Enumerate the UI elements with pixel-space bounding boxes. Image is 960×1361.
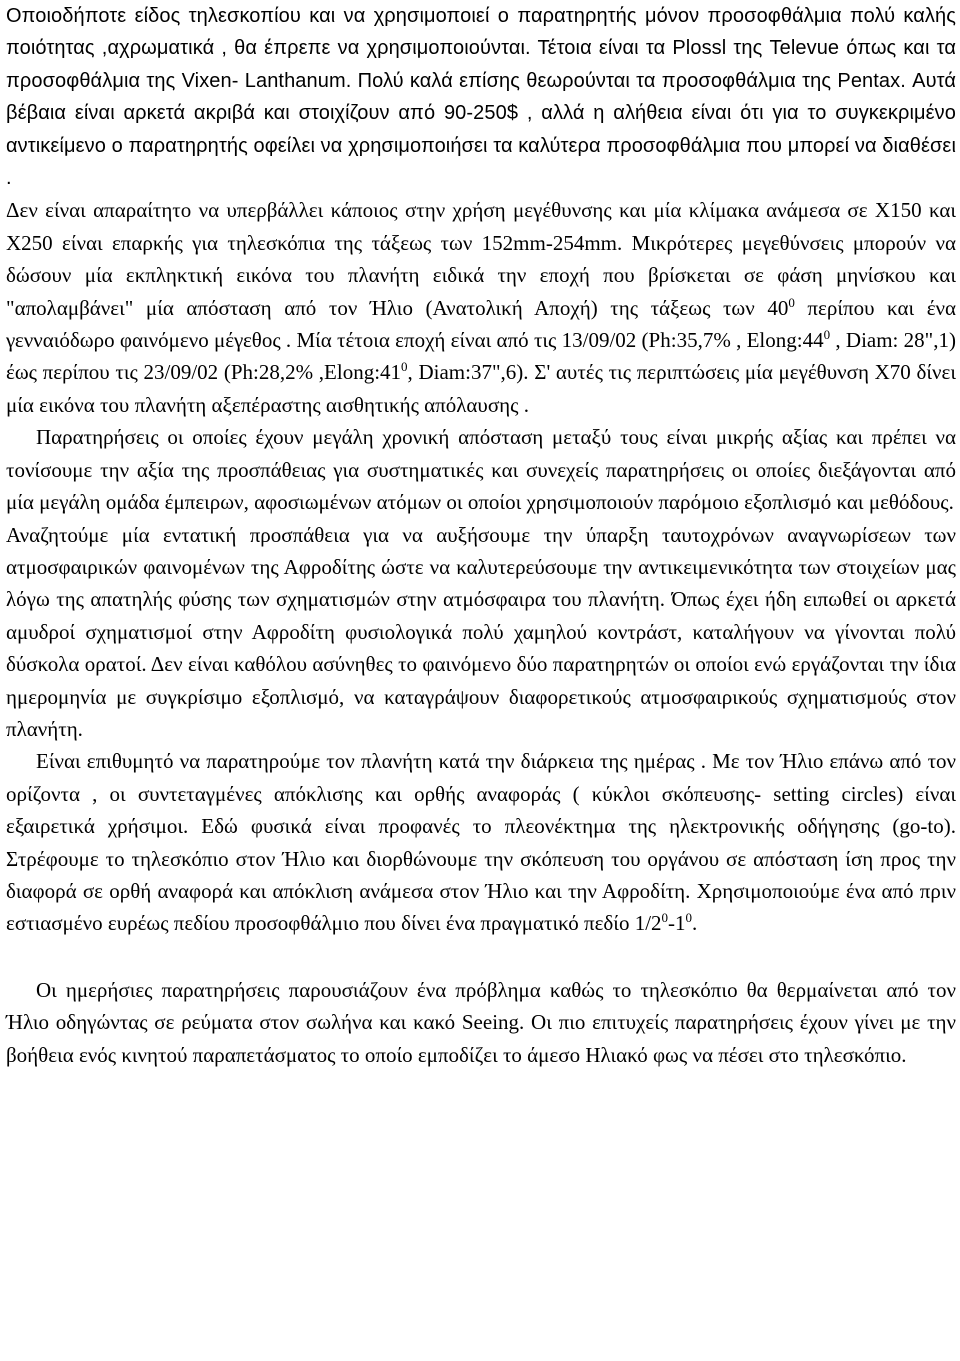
text-systematic-observations: Παρατηρήσεις οι οποίες έχουν μεγάλη χρονική απόσταση μεταξύ τους είναι μικρής αξίας και πρέπει να τονίσουμε την αξία της προσπάθειας για συστηματικές και συνεχείς παρατηρήσεις οι οποίες διεξάγονται από μία μεγάλη ομάδα έμπειρων, αφοσιωμένων ατόμων οι οποίοι χρησιμοποιούν παρόμοιο εξοπλισμό και μεθόδους. (6, 425, 956, 515)
paragraph-gap (6, 940, 956, 974)
text-field-range: -1 (668, 911, 686, 936)
text-daytime-problems: Οι ημερήσιες παρατηρήσεις παρουσιάζουν ένα πρόβλημα καθώς το τηλεσκόπιο θα θερμαίνεται από τον Ήλιο οδηγώντας σε ρεύματα στον σωλήνα και κακό Seeing. Οι πιο επιτυχείς παρατηρήσεις έχουν γίνει με την βοήθεια ενός κινητού παραπετάσματος το οποίο εμποδίζει το άμεσο Ηλιακό φως να πέσει στο τηλεσκόπιο. (6, 977, 956, 1067)
text-x70-magnification: , Diam:37",6). Σ' αυτές τις περιπτώσεις μία μεγέθυνση Χ70 δίνει μία εικόνα του πλανήτη αξεπέραστης αισθητικής απόλαυσης . (6, 360, 956, 417)
paragraph-daytime-observation (6, 745, 956, 939)
paragraph-eyepieces: Οποιοδήποτε είδος τηλεσκοπίου και να χρησιμοποιεί ο παρατηρητής μόνον προσοφθάλμια πολύ καλής ποιότητας ,αχρωματικά , θα έπρεπε να χρησιμοποιούνται. Τέτοια είναι τα Plossl της Televue όπως και τα προσοφθάλμια της Vixen- Lanthanum. Πολύ καλά επίσης θεωρούνται τα προσοφθάλμια της Pentax. Αυτά βέβαια είναι αρκετά ακριβά και στοιχίζουν από 90-250$ , αλλά η αλήθεια είναι ότι για το συγκεκριμένο αντικείμενο ο παρατηρητής οφείλει να χρησιμοποιήσει τα καλύτερα προσοφθάλμια που μπορεί να διαθέσει . (6, 5, 956, 190)
degree-superscript: 0 (823, 327, 831, 343)
degree-superscript: 0 (661, 910, 669, 926)
text-epoch-start: περίπου και ένα γενναιόδωρο φαινόμενο μέγεθος . Μία τέτοια εποχή είναι από τις 13/09/02 (Ph:35,7% , Elong:44 (6, 295, 957, 353)
degree-superscript: 0 (685, 910, 693, 926)
document-page (6, 0, 956, 1071)
paragraph-simultaneous-observations: Αναζητούμε μία εντατική προσπάθεια για να αυξήσουμε την ύπαρξη ταυτοχρόνων αναγνωρίσεων των ατμοσφαιρικών φαινομένων της Αφροδίτης ώστε να καλυτερεύσουμε την αντικειμενικότητα των στοιχείων μας λόγω της απατηλής φύσης των σχηματισμών στην ατμόσφαιρα του πλανήτη. Όπως έχει ήδη ειπωθεί οι αρκετά αμυδροί σχηματισμοί στην Αφροδίτη φυσιολογικά πολύ χαμηλού κοντράστ, καταλήγουν να γίνονται πολύ δύσκολα ορατοί. Δεν είναι καθόλου ασύνηθες το φαινόμενο δύο παρατηρητών οι οποίοι ενώ εργάζονται την ίδια ημερομηνία με συγκρίσιμο εξοπλισμό, να καταγράψουν διαφορετικούς ατμοσφαιρικούς σχηματισμούς στον πλανήτη. (6, 522, 956, 741)
paragraph-magnification (6, 194, 956, 421)
paragraph-systematic-observations (6, 421, 956, 518)
text-magnification-range: Δεν είναι απαραίτητο να υπερβάλλει κάποιος στην χρήση μεγέθυνσης και μία κλίμακα ανάμεσα σε Χ150 και Χ250 είναι επαρκής για τηλεσκόπια της τάξεως των 152mm-254mm. (6, 198, 956, 255)
text-epoch-end: , Diam: 28",1) έως περίπου τις 23/09/02 (Ph:28,2% ,Elong:41 (6, 328, 956, 385)
text-daytime-observation: Είναι επιθυμητό να παρατηρούμε τον πλανήτη κατά την διάρκεια της ημέρας . Με τον Ήλιο επάνω από τον ορίζοντα , οι συντεταγμένες απόκλισης και ορθής αναφοράς ( κύκλοι σκόπευσης- setting circles) είναι εξαιρετικά χρήσιμοι. Εδώ φυσικά είναι προφανές το πλεονέκτημα της ηλεκτρονικής οδήγησης (go-to). Στρέφουμε το τηλεσκόπιο στον Ήλιο και διορθώνουμε την σκόπευση του οργάνου σε απόσταση ίση προς την διαφορά σε ορθή αναφορά και απόκλιση ανάμεσα στον Ήλιο και την Αφροδίτη. Χρησιμοποιούμε ένα από πριν εστιασμένο ευρέως πεδίου προσοφθάλμιο που δίνει ένα πραγματικό πεδίο 1/2 (6, 749, 956, 936)
degree-superscript: 0 (788, 294, 795, 310)
degree-superscript: 0 (401, 359, 408, 375)
paragraph-daytime-problems (6, 974, 956, 1071)
text-smaller-magnifications: Μικρότερες μεγεθύνσεις μπορούν να δώσουν μία εκπληκτική εικόνα του πλανήτη ειδικά την εποχή που βρίσκεται σε φάση μηνίσκου και "απολαμβάνει" μία απόσταση από τον Ήλιο (Ανατολική Αποχή) της τάξεως των 40 (6, 230, 957, 320)
text-period: . (692, 911, 698, 936)
